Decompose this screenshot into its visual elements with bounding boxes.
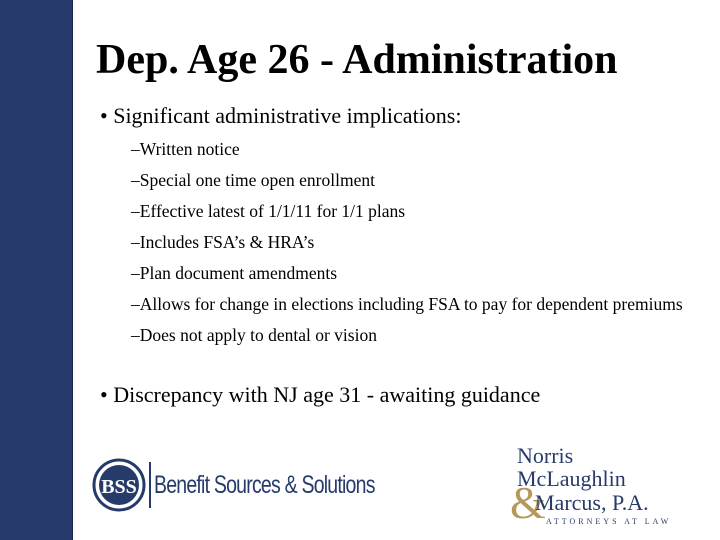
- bss-monogram-text: BSS: [101, 476, 137, 498]
- benefit-sources-logo: [92, 458, 382, 514]
- bullet-admin-implications: • Significant administrative implications:: [100, 103, 462, 128]
- sub-bullet-plan-amendments: –Plan document amendments: [131, 263, 338, 283]
- nmm-name-line3: Marcus, P.A.: [535, 490, 649, 515]
- nmm-tagline: ATTORNEYS AT LAW: [546, 517, 672, 526]
- norris-mclaughlin-logo: [510, 440, 690, 530]
- bss-monogram-icon: [92, 458, 146, 512]
- sub-bullet-list: [131, 139, 691, 356]
- sub-bullet-dental-vision: –Does not apply to dental or vision: [131, 325, 377, 345]
- slide-title: Dep. Age 26 - Administration: [96, 37, 618, 83]
- bullet-nj-discrepancy: • Discrepancy with NJ age 31 - awaiting guidance: [100, 382, 541, 407]
- sub-bullet-effective-date: –Effective latest of 1/1/11 for 1/1 plans: [131, 201, 406, 221]
- sidebar-edge-line: [72, 0, 73, 540]
- sub-bullet-written-notice: –Written notice: [131, 139, 240, 159]
- bss-divider: [149, 462, 151, 508]
- sub-bullet-open-enrollment: –Special one time open enrollment: [131, 170, 375, 190]
- nmm-name-line2: McLaughlin: [517, 466, 626, 491]
- sub-bullet-fsa-hra: –Includes FSA’s & HRA’s: [131, 232, 315, 252]
- sub-bullet-election-changes: –Allows for change in elections including FSA to pay for dependent premiums: [131, 294, 683, 314]
- ampersand-icon: &: [510, 477, 546, 528]
- slide-sidebar-band: [0, 0, 72, 540]
- bss-company-name: Benefit Sources & Solutions: [154, 471, 375, 499]
- nmm-name-line1: Norris: [517, 443, 574, 468]
